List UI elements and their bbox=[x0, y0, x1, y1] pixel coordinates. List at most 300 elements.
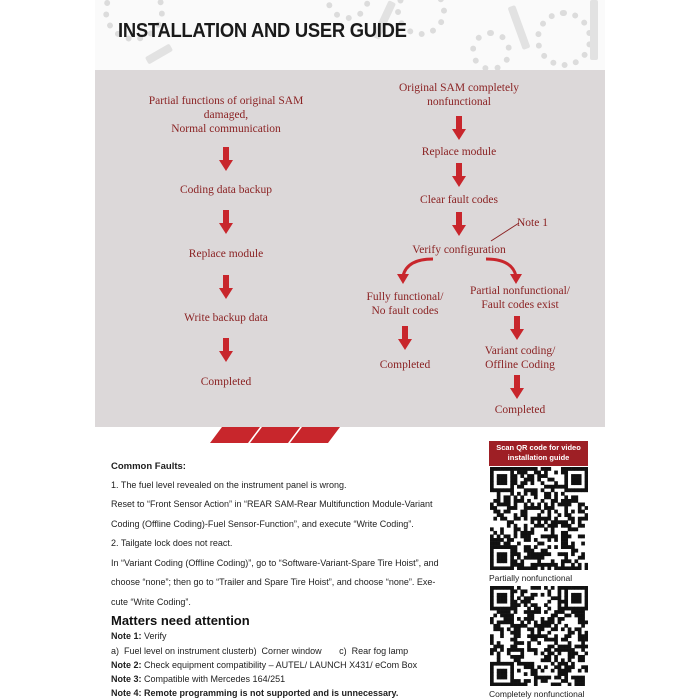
qr-module bbox=[571, 467, 575, 471]
qr-module bbox=[558, 503, 562, 507]
qr-module bbox=[544, 520, 548, 524]
qr-module bbox=[531, 662, 535, 666]
qr-module bbox=[547, 492, 551, 496]
qr-module bbox=[564, 662, 568, 666]
qr-module bbox=[571, 607, 575, 611]
qr-module bbox=[561, 538, 565, 542]
qr-module bbox=[527, 506, 531, 510]
qr-module bbox=[517, 624, 521, 628]
qr-module bbox=[581, 624, 585, 628]
qr-module bbox=[574, 467, 578, 471]
qr-module bbox=[497, 652, 501, 656]
qr-module bbox=[568, 634, 572, 638]
qr-module bbox=[490, 563, 494, 567]
qr-module bbox=[561, 542, 565, 546]
qr-module bbox=[510, 556, 514, 560]
qr-module bbox=[547, 495, 551, 499]
qr-module bbox=[568, 499, 572, 503]
qr-module bbox=[514, 563, 518, 567]
qr-module bbox=[537, 552, 541, 556]
qr-module bbox=[578, 506, 582, 510]
qr-module bbox=[564, 478, 568, 482]
qr-module bbox=[520, 485, 524, 489]
qr-module bbox=[531, 506, 535, 510]
qr-module bbox=[497, 672, 501, 676]
qr-module bbox=[561, 607, 565, 611]
qr-module bbox=[500, 545, 504, 549]
qr-module bbox=[534, 620, 538, 624]
qr-module bbox=[564, 499, 568, 503]
qr-module bbox=[574, 676, 578, 680]
qr-module bbox=[574, 495, 578, 499]
qr-module bbox=[541, 467, 545, 471]
qr-module bbox=[497, 566, 501, 570]
qr-module bbox=[514, 679, 518, 683]
qr-module bbox=[497, 467, 501, 471]
qr-module bbox=[507, 620, 511, 624]
qr-module bbox=[541, 524, 545, 528]
qr-module bbox=[510, 620, 514, 624]
qr-module bbox=[574, 600, 578, 604]
note1-text: Verify bbox=[141, 631, 167, 641]
qr-code-partial[interactable] bbox=[490, 467, 588, 570]
qr-module bbox=[493, 467, 497, 471]
qr-module bbox=[507, 510, 511, 514]
qr-module bbox=[490, 596, 494, 600]
qr-module bbox=[527, 665, 531, 669]
qr-module bbox=[571, 566, 575, 570]
qr-module bbox=[517, 641, 521, 645]
qr-module bbox=[585, 488, 588, 492]
qr-module bbox=[500, 596, 504, 600]
qr-module bbox=[514, 624, 518, 628]
qr-module bbox=[564, 545, 568, 549]
qr-module bbox=[547, 607, 551, 611]
qr-module bbox=[514, 524, 518, 528]
qr-module bbox=[541, 549, 545, 553]
qr-module bbox=[547, 658, 551, 662]
qr-module bbox=[500, 634, 504, 638]
qr-module bbox=[568, 645, 572, 649]
qr-module bbox=[578, 600, 582, 604]
qr-module bbox=[581, 556, 585, 560]
qr-module bbox=[510, 467, 514, 471]
qr-module bbox=[554, 655, 558, 659]
qr-module bbox=[558, 620, 562, 624]
qr-module bbox=[531, 531, 535, 535]
qr-module bbox=[497, 510, 501, 514]
qr-module bbox=[558, 607, 562, 611]
qr-module bbox=[507, 652, 511, 656]
qr-module bbox=[581, 614, 585, 618]
qr-module bbox=[568, 631, 572, 635]
qr-module bbox=[581, 542, 585, 546]
qr-module bbox=[510, 488, 514, 492]
qr-module bbox=[490, 556, 494, 560]
qr-module bbox=[531, 596, 535, 600]
qr-module bbox=[558, 552, 562, 556]
qr-module bbox=[578, 610, 582, 614]
qr-module bbox=[497, 492, 501, 496]
qr-module bbox=[537, 641, 541, 645]
qr-module bbox=[561, 524, 565, 528]
qr-module bbox=[490, 665, 494, 669]
qr-module bbox=[554, 520, 558, 524]
qr-module bbox=[578, 683, 582, 686]
qr-module bbox=[490, 672, 494, 676]
qr-module bbox=[568, 545, 572, 549]
qr-module bbox=[527, 607, 531, 611]
qr-module bbox=[554, 638, 558, 642]
qr-module bbox=[578, 524, 582, 528]
qr-module bbox=[554, 627, 558, 631]
qr-module bbox=[497, 676, 501, 680]
qr-module bbox=[571, 510, 575, 514]
qr-module bbox=[527, 600, 531, 604]
qr-module bbox=[554, 524, 558, 528]
qr-module bbox=[497, 600, 501, 604]
qr-module bbox=[571, 593, 575, 597]
qr-code-complete[interactable] bbox=[490, 586, 588, 686]
qr-module bbox=[514, 658, 518, 662]
qr-module bbox=[585, 665, 588, 669]
qr-module bbox=[493, 566, 497, 570]
qr-module bbox=[551, 488, 555, 492]
qr-module bbox=[537, 676, 541, 680]
qr-module bbox=[493, 683, 497, 686]
qr-module bbox=[534, 552, 538, 556]
qr-module bbox=[520, 510, 524, 514]
qr-module bbox=[547, 517, 551, 521]
qr-module bbox=[514, 517, 518, 521]
qr-module bbox=[578, 481, 582, 485]
qr-module bbox=[507, 538, 511, 542]
qr-module bbox=[497, 503, 501, 507]
qr-module bbox=[558, 617, 562, 621]
qr-module bbox=[531, 669, 535, 673]
qr-module bbox=[581, 648, 585, 652]
qr-module bbox=[534, 506, 538, 510]
qr-module bbox=[520, 471, 524, 475]
qr-module bbox=[520, 683, 524, 686]
qr-module bbox=[578, 593, 582, 597]
qr-module bbox=[507, 534, 511, 538]
qr-module bbox=[497, 655, 501, 659]
qr-module bbox=[581, 517, 585, 521]
qr-module bbox=[514, 627, 518, 631]
qr-module bbox=[517, 563, 521, 567]
qr-module bbox=[517, 552, 521, 556]
qr-module bbox=[500, 556, 504, 560]
qr-module bbox=[497, 610, 501, 614]
qr-module bbox=[585, 478, 588, 482]
qr-module bbox=[531, 610, 535, 614]
qr-module bbox=[578, 467, 582, 471]
qr-module bbox=[568, 534, 572, 538]
qr-module bbox=[544, 586, 548, 590]
qr-module bbox=[541, 552, 545, 556]
qr-module bbox=[551, 586, 555, 590]
qr-module bbox=[514, 467, 518, 471]
qr-module bbox=[527, 617, 531, 621]
qr-module bbox=[527, 648, 531, 652]
qr-module bbox=[547, 617, 551, 621]
qr-module bbox=[558, 603, 562, 607]
qr-module bbox=[581, 510, 585, 514]
qr-module bbox=[490, 620, 494, 624]
qr-module bbox=[571, 495, 575, 499]
qr-module bbox=[544, 467, 548, 471]
qr-module bbox=[493, 586, 497, 590]
qr-module bbox=[585, 607, 588, 611]
qr-module bbox=[564, 566, 568, 570]
qr-module bbox=[517, 603, 521, 607]
qr-module bbox=[527, 534, 531, 538]
qr-module bbox=[527, 634, 531, 638]
qr-module bbox=[517, 485, 521, 489]
qr-module bbox=[517, 542, 521, 546]
down-arrow-icon bbox=[452, 212, 466, 236]
qr-module bbox=[568, 683, 572, 686]
qr-module bbox=[517, 517, 521, 521]
qr-module bbox=[493, 517, 497, 521]
qr-module bbox=[554, 534, 558, 538]
qr-module bbox=[571, 586, 575, 590]
qr-module bbox=[507, 506, 511, 510]
qr-module bbox=[490, 634, 494, 638]
qr-module bbox=[541, 556, 545, 560]
flow-right-step1: Replace module bbox=[421, 146, 497, 158]
qr-module bbox=[490, 669, 494, 673]
qr-module bbox=[547, 620, 551, 624]
qr-module bbox=[537, 627, 541, 631]
down-arrow-icon bbox=[219, 275, 233, 299]
qr-module bbox=[510, 676, 514, 680]
qr-module bbox=[561, 669, 565, 673]
qr-module bbox=[564, 520, 568, 524]
qr-module bbox=[493, 662, 497, 666]
qr-module bbox=[581, 658, 585, 662]
qr-module bbox=[507, 542, 511, 546]
qr-module bbox=[510, 545, 514, 549]
qr-module bbox=[497, 513, 501, 517]
qr-module bbox=[571, 517, 575, 521]
flow-left-end: Completed bbox=[200, 376, 252, 388]
qr-module bbox=[514, 634, 518, 638]
qr-module bbox=[541, 627, 545, 631]
qr-module bbox=[524, 503, 528, 507]
page-title: INSTALLATION AND USER GUIDE bbox=[118, 20, 407, 42]
qr-module bbox=[490, 676, 494, 680]
qr-module bbox=[564, 596, 568, 600]
qr-module bbox=[504, 566, 508, 570]
qr-module bbox=[531, 481, 535, 485]
qr-module bbox=[514, 503, 518, 507]
qr-module bbox=[504, 607, 508, 611]
qr-module bbox=[568, 513, 572, 517]
qr-module bbox=[490, 600, 494, 604]
qr-module bbox=[585, 517, 588, 521]
qr-module bbox=[524, 679, 528, 683]
qr-module bbox=[571, 549, 575, 553]
qr-module bbox=[497, 658, 501, 662]
note2-label: Note 2: bbox=[111, 660, 142, 670]
qr-module bbox=[581, 641, 585, 645]
qr-module bbox=[524, 549, 528, 553]
qr-module bbox=[493, 648, 497, 652]
qr-module bbox=[558, 596, 562, 600]
qr-module bbox=[524, 556, 528, 560]
qr-module bbox=[578, 679, 582, 683]
qr-module bbox=[537, 520, 541, 524]
qr-module bbox=[490, 679, 494, 683]
qr-module bbox=[571, 665, 575, 669]
qr-module bbox=[510, 648, 514, 652]
qr-module bbox=[520, 481, 524, 485]
qr-module bbox=[524, 517, 528, 521]
qr-module bbox=[544, 503, 548, 507]
qr-module bbox=[520, 531, 524, 535]
qr-module bbox=[514, 589, 518, 593]
qr-module bbox=[500, 600, 504, 604]
qr-module bbox=[564, 488, 568, 492]
qr-module bbox=[564, 524, 568, 528]
qr-module bbox=[520, 662, 524, 666]
qr-module bbox=[510, 586, 514, 590]
qr-module bbox=[585, 620, 588, 624]
qr-module bbox=[551, 524, 555, 528]
down-arrow-icon bbox=[219, 147, 233, 171]
qr-module bbox=[510, 596, 514, 600]
qr-module bbox=[504, 662, 508, 666]
qr-module bbox=[493, 531, 497, 535]
note1-items: a) Fuel level on instrument clusterb) Corner window c) Rear fog lamp bbox=[111, 646, 409, 656]
qr-module bbox=[534, 545, 538, 549]
qr-module bbox=[578, 517, 582, 521]
qr-module bbox=[564, 542, 568, 546]
qr-module bbox=[531, 503, 535, 507]
qr-module bbox=[547, 652, 551, 656]
qr-module bbox=[500, 531, 504, 535]
qr-module bbox=[554, 641, 558, 645]
qr-module bbox=[574, 645, 578, 649]
qr-module bbox=[510, 563, 514, 567]
qr-module bbox=[571, 545, 575, 549]
qr-module bbox=[547, 524, 551, 528]
qr-module bbox=[561, 520, 565, 524]
qr-module bbox=[568, 641, 572, 645]
qr-module bbox=[561, 545, 565, 549]
qr-module bbox=[531, 474, 535, 478]
note2-text: Check equipment compatibility – AUTEL/ LAUNCH X431/ eCom Box bbox=[141, 660, 418, 670]
qr-module bbox=[531, 627, 535, 631]
qr-module bbox=[534, 566, 538, 570]
qr-module bbox=[520, 563, 524, 567]
qr-module bbox=[585, 596, 588, 600]
qr-module bbox=[561, 638, 565, 642]
qr-module bbox=[514, 559, 518, 563]
qr-module bbox=[524, 506, 528, 510]
qr-module bbox=[578, 607, 582, 611]
qr-module bbox=[510, 520, 514, 524]
qr-module bbox=[581, 617, 585, 621]
qr-module bbox=[520, 499, 524, 503]
qr-module bbox=[585, 467, 588, 471]
qr-module bbox=[497, 624, 501, 628]
qr-module bbox=[544, 485, 548, 489]
qr-module bbox=[547, 593, 551, 597]
qr-module bbox=[537, 503, 541, 507]
qr-module bbox=[527, 538, 531, 542]
qr-module bbox=[554, 634, 558, 638]
qr-module bbox=[581, 638, 585, 642]
qr-module bbox=[510, 631, 514, 635]
qr-module bbox=[534, 610, 538, 614]
qr-module bbox=[524, 662, 528, 666]
qr-module bbox=[574, 566, 578, 570]
qr-module bbox=[510, 552, 514, 556]
qr-caption-partial: Partially nonfunctional bbox=[489, 573, 573, 583]
qr-module bbox=[571, 520, 575, 524]
gear-icon bbox=[325, 0, 371, 21]
qr-module bbox=[558, 676, 562, 680]
qr-module bbox=[564, 600, 568, 604]
qr-module bbox=[507, 566, 511, 570]
qr-module bbox=[537, 586, 541, 590]
qr-module bbox=[520, 474, 524, 478]
qr-module bbox=[541, 534, 545, 538]
qr-module bbox=[574, 610, 578, 614]
qr-module bbox=[534, 672, 538, 676]
qr-module bbox=[493, 506, 497, 510]
qr-module bbox=[497, 662, 501, 666]
qr-module bbox=[541, 624, 545, 628]
qr-module bbox=[541, 563, 545, 567]
qr-module bbox=[581, 620, 585, 624]
qr-module bbox=[568, 566, 572, 570]
qr-module bbox=[490, 545, 494, 549]
qr-module bbox=[585, 669, 588, 673]
qr-module bbox=[510, 655, 514, 659]
qr-module bbox=[527, 662, 531, 666]
qr-module bbox=[497, 607, 501, 611]
qr-module bbox=[544, 610, 548, 614]
qr-module bbox=[520, 641, 524, 645]
qr-module bbox=[585, 485, 588, 489]
qr-module bbox=[504, 620, 508, 624]
qr-module bbox=[531, 634, 535, 638]
qr-module bbox=[537, 556, 541, 560]
qr-module bbox=[534, 648, 538, 652]
qr-module bbox=[581, 503, 585, 507]
qr-module bbox=[507, 648, 511, 652]
qr-module bbox=[497, 683, 501, 686]
qr-module bbox=[524, 538, 528, 542]
qr-module bbox=[490, 478, 494, 482]
qr-module bbox=[534, 517, 538, 521]
qr-module bbox=[490, 549, 494, 553]
qr-module bbox=[581, 552, 585, 556]
qr-module bbox=[510, 662, 514, 666]
qr-module bbox=[497, 545, 501, 549]
qr-module bbox=[510, 665, 514, 669]
qr-module bbox=[551, 563, 555, 567]
qr-module bbox=[534, 488, 538, 492]
qr-module bbox=[564, 638, 568, 642]
qr-module bbox=[568, 586, 572, 590]
qr-module bbox=[568, 559, 572, 563]
qr-module bbox=[574, 478, 578, 482]
